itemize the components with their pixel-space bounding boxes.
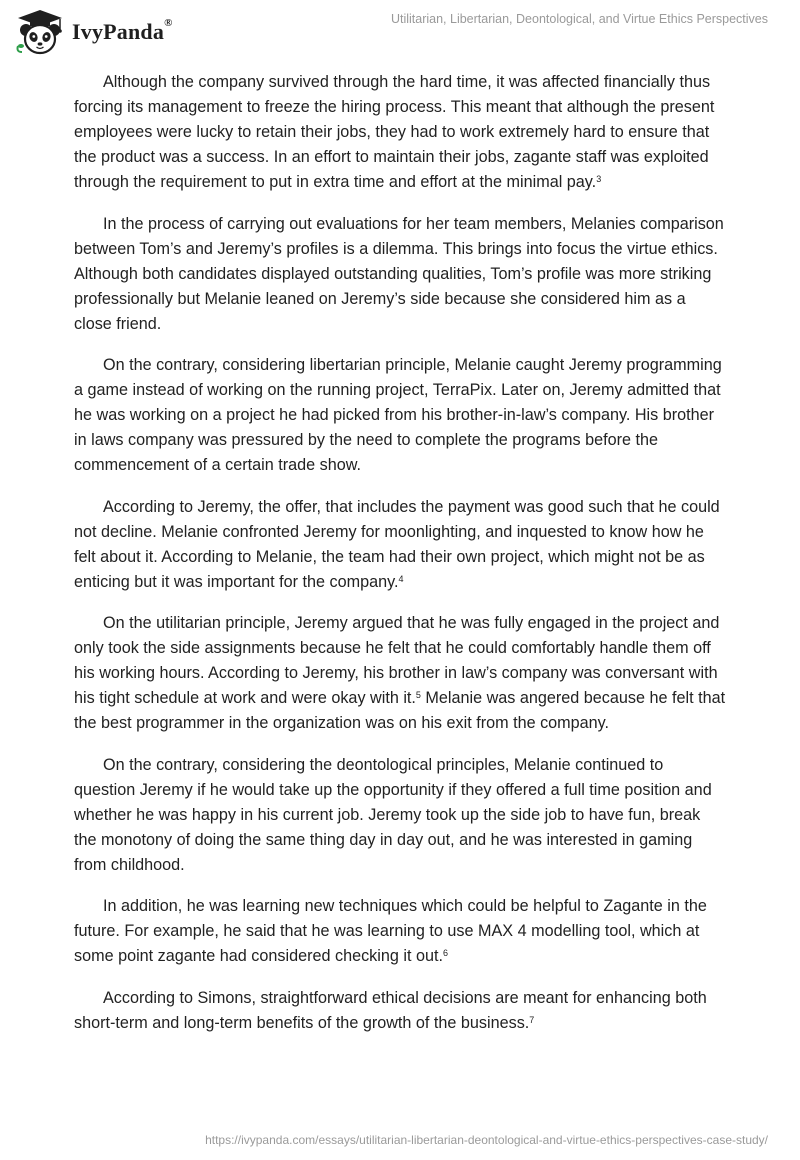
document-title: Utilitarian, Libertarian, Deontological, and Virtue Ethics Perspectives — [390, 12, 768, 26]
paragraph: In the process of carrying out evaluations for her team members, Melanies comparison between Tom’s and Jeremy’s profiles is a dilemma. This brings into focus the virtue ethics. Although both candidates displayed outstanding qualities, Tom’s profile was more striking professionally but Melanie leaned on Jeremy’s side because she considered him as a close friend. — [74, 214, 724, 333]
paragraph: Although the company survived through the hard time, it was affected financially thus forcing its management to freeze the hiring process. This meant that although the present employees were lucky to retain their jobs, they had to work extremely hard to ensure that the product was a success. In an effort to maintain their jobs, zagante staff was exploited through the requirement to put in extra time and effort at the minimal pay.$^3$ — [74, 73, 715, 191]
essay-body — [74, 70, 726, 1052]
footnote-ref[interactable]: 5 — [415, 690, 421, 700]
footnote-ref[interactable]: 4 — [398, 573, 404, 584]
ivypanda-logo[interactable] — [14, 8, 214, 56]
paragraph: According to Simons, straightforward ethical decisions are meant for enhancing both short-term and long-term benefits of the growth of the business.$^7$ — [74, 988, 707, 1032]
logo-wordmark: IvyPanda® — [72, 17, 173, 44]
paragraph: On the utilitarian principle, Jeremy argued that he was fully engaged in the project and only took the side assignments because he felt that he could comfortably handle them off his working hours. According to Jeremy, his brother in law’s company was conversant with his tight schedule at work and were okay with it.$^5$ Melanie was angered because he felt that the best programmer in the organization was on his exit from the company. — [74, 614, 726, 732]
footnote-ref[interactable]: 3 — [596, 174, 602, 184]
footnote-ref[interactable]: 6 — [442, 948, 448, 958]
source-url[interactable]: https://ivypanda.com/essays/utilitarian-libertarian-deontological-and-virtue-ethics-perspectives-case-study/ — [205, 1133, 768, 1147]
paragraph: On the contrary, considering libertarian principle, Melanie caught Jeremy programming a game instead of working on the running project, TerraPix. Later on, Jeremy admitted that he was working on a project he had picked from his brother-in-law’s company. His brother in laws company was pressured by the need to complete the programs before the commencement of a certain trade show. — [74, 356, 722, 474]
page-header — [0, 0, 800, 60]
paragraph: According to Jeremy, the offer, that includes the payment was good such that he could not decline. Melanie confronted Jeremy for moonlighting, and inquested to know how he felt about it. According to Melanie, the team had their own project, which might not be as enticing but it was important for the company.$^4$ — [74, 497, 720, 591]
panda-graduate-icon — [14, 8, 66, 56]
registered-mark: ® — [164, 17, 173, 29]
footnote-ref[interactable]: 7 — [529, 1014, 535, 1025]
paragraph: In addition, he was learning new techniques which could be helpful to Zagante in the future. For example, he said that he was learning to use MAX 4 modelling tool, which at some point zagante had considered checking it out.$^6$ — [74, 897, 707, 965]
paragraph: On the contrary, considering the deontological principles, Melanie continued to question Jeremy if he would take up the opportunity if they offered a full time position and whether he was happy in his current job. Jeremy took up the side job to have fun, break the monotony of doing the same thing day in day out, and he was interested in gaming from childhood. — [74, 755, 712, 874]
